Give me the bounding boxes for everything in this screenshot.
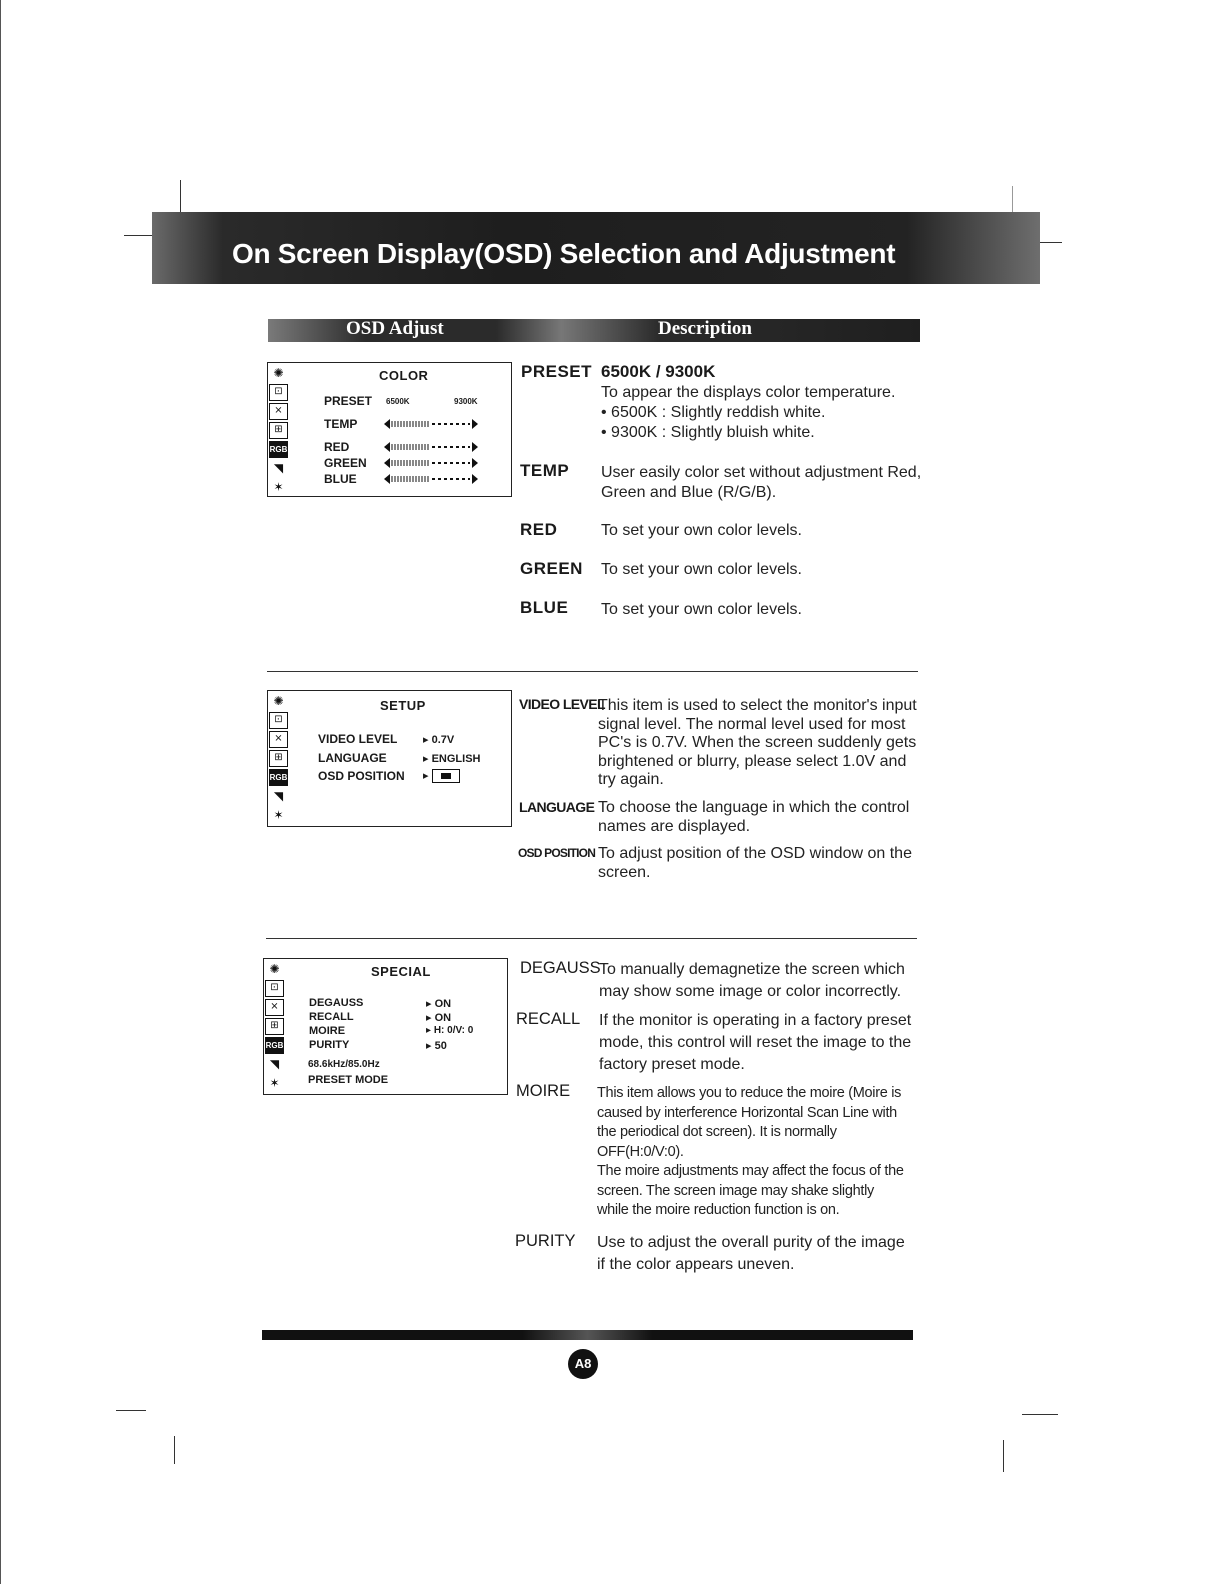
recall-desc: If the monitor is operating in a factory preset mode, this control will reset the image to the factory preset mode.	[599, 1012, 912, 1073]
special-icon: ✶	[273, 480, 284, 494]
osd-icon-column	[264, 959, 288, 1094]
brightness-icon: ✺	[273, 694, 284, 708]
geometry-icon: ⨯	[265, 999, 284, 1016]
preset-heading: 6500K / 9300K	[601, 362, 716, 381]
purity-term: PURITY	[515, 1232, 576, 1250]
video-level-term: VIDEO LEVEL	[519, 696, 605, 712]
video-level-value[interactable]: ▸ 0.7V	[423, 734, 455, 746]
degauss-value-text: ON	[434, 998, 452, 1010]
section-divider	[267, 671, 918, 672]
frequency-readout: 68.6kHz/85.0Hz	[308, 1059, 380, 1070]
osd-position-term: OSD POSITION	[518, 846, 596, 860]
preset-desc-line-2: • 6500K : Slightly reddish white.	[601, 404, 826, 421]
crop-mark	[1003, 1440, 1004, 1472]
green-slider[interactable]	[384, 457, 478, 469]
preset-term: PRESET	[521, 362, 593, 381]
preset-option-6500k: 6500K	[386, 397, 410, 406]
language-value[interactable]: ▸ ENGLISH	[423, 753, 481, 765]
degauss-label: DEGAUSS	[309, 997, 364, 1009]
blue-label: BLUE	[324, 472, 357, 486]
special-icon: ✶	[269, 1076, 280, 1090]
color-menu-title: COLOR	[379, 368, 429, 383]
preset-desc-line-3: • 9300K : Slightly bluish white.	[601, 424, 815, 441]
moire-value-text: H: 0/V: 0	[433, 1025, 474, 1036]
setup-icon: ◥	[273, 461, 284, 475]
special-icon: ✶	[273, 808, 284, 822]
setup-icon: ◥	[273, 789, 284, 803]
page-title: On Screen Display(OSD) Selection and Adjustment	[232, 238, 896, 269]
green-label: GREEN	[324, 456, 367, 470]
crop-mark	[1012, 186, 1013, 212]
size-icon: ⊡	[265, 980, 284, 997]
osd-position-value[interactable]: ▸	[423, 769, 460, 783]
moire-label: MOIRE	[309, 1025, 346, 1037]
red-label: RED	[324, 440, 350, 454]
footer-bar	[262, 1330, 913, 1340]
degauss-term: DEGAUSS	[520, 959, 601, 977]
crop-mark	[124, 235, 152, 236]
osd-position-label: OSD POSITION	[318, 769, 405, 783]
osd-icon-column	[268, 363, 292, 498]
setup-menu-title: SETUP	[380, 698, 426, 713]
preset-label: PRESET	[324, 394, 373, 408]
moire-desc-1: This item allows you to reduce the moire (Moire is caused by interference Horizontal Scan Line with the periodical dot screen). It is normally OFF(H:0/V:0).	[597, 1085, 902, 1160]
position-icon: ⊞	[265, 1018, 284, 1035]
mode-readout: PRESET MODE	[308, 1074, 389, 1086]
brightness-icon: ✺	[269, 962, 280, 976]
rgb-icon: RGB	[269, 769, 288, 786]
blue-desc: To set your own color levels.	[601, 601, 802, 618]
language-value-text: ENGLISH	[431, 753, 481, 765]
color-osd-menu	[267, 362, 512, 497]
green-desc: To set your own color levels.	[601, 561, 802, 578]
rgb-icon: RGB	[269, 441, 288, 458]
degauss-desc: To manually demagnetize the screen which may show some image or color incorrectly.	[599, 961, 905, 1000]
red-desc: To set your own color levels.	[601, 522, 802, 539]
language-term: LANGUAGE	[519, 799, 595, 815]
language-desc: To choose the language in which the control names are displayed.	[598, 799, 910, 835]
geometry-icon: ⨯	[269, 731, 288, 748]
temp-term: TEMP	[520, 461, 570, 480]
purity-label: PURITY	[309, 1039, 350, 1051]
crop-mark	[116, 1410, 146, 1411]
page-number: A8	[568, 1349, 598, 1379]
section-divider	[266, 938, 917, 939]
language-label: LANGUAGE	[318, 751, 387, 765]
crop-mark	[1022, 1414, 1058, 1415]
video-level-desc: This item is used to select the monitor's input signal level. The normal level used for most PC's is 0.7V. When the screen suddenly gets brightened or blurry, please select 1.0V and try again.	[598, 697, 917, 788]
column-header-description: Description	[658, 318, 752, 339]
page-edge	[0, 0, 1, 1584]
green-term: GREEN	[520, 559, 583, 578]
size-icon: ⊡	[269, 712, 288, 729]
position-icon: ⊞	[269, 750, 288, 767]
purity-value[interactable]: ▸ 50	[426, 1040, 447, 1052]
moire-value[interactable]: ▸ H: 0/V: 0	[426, 1025, 474, 1036]
crop-mark	[1040, 242, 1062, 243]
rgb-icon: RGB	[265, 1037, 284, 1054]
brightness-icon: ✺	[273, 366, 284, 380]
crop-mark	[174, 1436, 175, 1464]
temp-label: TEMP	[324, 417, 358, 431]
position-icon: ⊞	[269, 422, 288, 439]
temp-slider[interactable]	[384, 418, 478, 430]
video-level-label: VIDEO LEVEL	[318, 732, 398, 746]
recall-label: RECALL	[309, 1011, 354, 1023]
special-osd-menu	[263, 958, 508, 1095]
setup-osd-menu	[267, 690, 512, 827]
moire-desc-2: The moire adjustments may affect the focus of the screen. The screen image may shake slightly while the moire reduction function is on.	[597, 1163, 904, 1218]
osd-position-desc: To adjust position of the OSD window on the screen.	[598, 845, 912, 881]
temp-desc: User easily color set without adjustment Red, Green and Blue (R/G/B).	[601, 464, 922, 501]
purity-value-text: 50	[434, 1040, 447, 1052]
osd-icon-column	[268, 691, 292, 826]
special-menu-title: SPECIAL	[371, 964, 431, 979]
purity-desc: Use to adjust the overall purity of the image if the color appears uneven.	[597, 1234, 905, 1273]
preset-option-9300k: 9300K	[454, 397, 478, 406]
geometry-icon: ⨯	[269, 403, 288, 420]
osd-position-icon	[432, 769, 460, 783]
recall-value[interactable]: ▸ ON	[426, 1012, 452, 1024]
setup-icon: ◥	[269, 1057, 280, 1071]
crop-mark	[180, 180, 181, 214]
size-icon: ⊡	[269, 384, 288, 401]
red-term: RED	[520, 520, 558, 539]
red-slider[interactable]	[384, 441, 478, 453]
column-header-osd-adjust: OSD Adjust	[346, 318, 444, 339]
preset-desc-line-1: To appear the displays color temperature.	[601, 384, 896, 401]
blue-slider[interactable]	[384, 473, 478, 485]
recall-term: RECALL	[516, 1010, 581, 1028]
degauss-value[interactable]: ▸ ON	[426, 998, 452, 1010]
recall-value-text: ON	[434, 1012, 452, 1024]
moire-term: MOIRE	[516, 1082, 571, 1100]
video-level-value-text: 0.7V	[431, 734, 455, 746]
blue-term: BLUE	[520, 598, 569, 617]
